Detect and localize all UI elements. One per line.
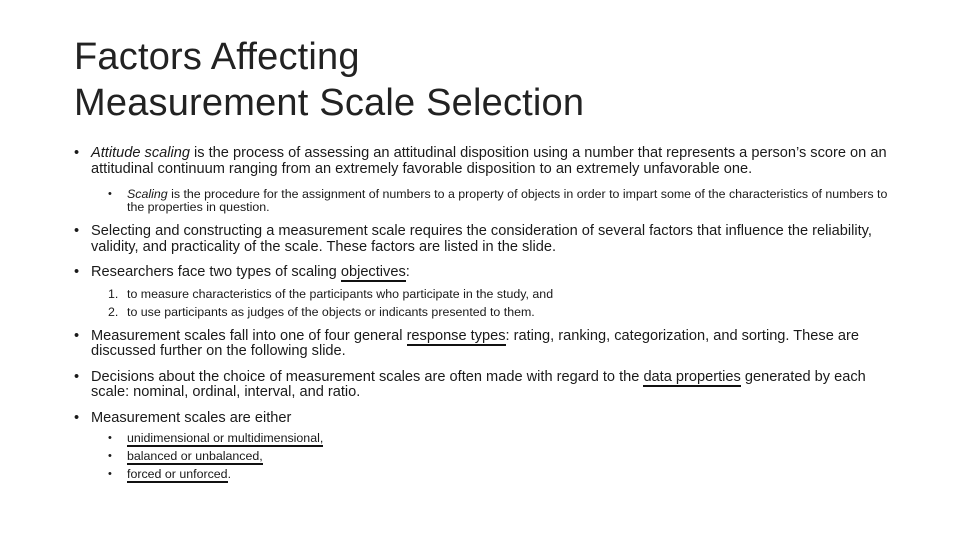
bullet-dot: • xyxy=(74,368,80,385)
scale-type-item-3 xyxy=(74,468,904,481)
term-attitude-scaling: Attitude scaling xyxy=(91,145,190,161)
objective-text: to use participants as judges of the objects or indicants presented to them. xyxy=(127,304,535,319)
term-scaling: Scaling xyxy=(127,187,168,201)
objective-number: 2. xyxy=(108,304,119,319)
forced-link[interactable]: forced or unforced xyxy=(127,467,228,481)
bullet-scales-either xyxy=(74,411,904,427)
bullet-dot: • xyxy=(74,264,80,280)
objective-number: 1. xyxy=(108,286,119,301)
bullet-scaling-objectives xyxy=(74,265,904,281)
bullet-data-properties xyxy=(74,370,904,401)
balanced-link[interactable]: balanced or unbalanced, xyxy=(127,449,263,463)
scale-type-item-1 xyxy=(74,432,904,445)
bullet-dot: • xyxy=(74,409,80,426)
bullet-dot: • xyxy=(74,223,80,239)
objective-text: to measure characteristics of the participants who participate in the study, and xyxy=(127,286,554,301)
scale-type-item-2 xyxy=(74,450,904,463)
bullet-selecting-scale xyxy=(74,224,904,255)
bullet-attitude-scaling xyxy=(74,146,904,177)
sub-bullet-scaling xyxy=(74,188,904,214)
objectives-colon: : xyxy=(405,264,410,280)
objective-item-2 xyxy=(74,306,904,319)
response-types-rest: : rating, ranking, categorization, and sorting. These are discussed further on the following slide. xyxy=(91,327,859,359)
scaling-text: is the procedure for the assignment of numbers to a property of objects in order to impart some of the characteristics of numbers to the properties in question. xyxy=(127,187,888,214)
unidimensional-link[interactable]: unidimensional or multidimensional, xyxy=(127,431,324,445)
title-line-1: Factors Affecting xyxy=(74,36,360,78)
bullet-dot: • xyxy=(108,468,112,480)
slide-body xyxy=(74,146,904,481)
bullet-dot: • xyxy=(108,450,112,462)
bullet-dot: • xyxy=(108,188,112,200)
response-types-lead-text: Measurement scales fall into one of four general xyxy=(91,327,407,344)
bullet-dot: • xyxy=(108,432,112,444)
slide-title xyxy=(74,34,584,126)
title-line-2: Measurement Scale Selection xyxy=(74,82,585,124)
response-types-link[interactable]: response types xyxy=(406,327,506,344)
data-properties-lead-text: Decisions about the choice of measurement scales are often made with regard to the xyxy=(91,368,644,385)
attitude-scaling-text: is the process of assessing an attitudinal disposition using a number that represents a person’s score on an attitudinal continuum ranging from an extremely favorable disposition to an extremely unfavorable one. xyxy=(91,145,887,177)
objectives-lead-text: Researchers face two types of scaling xyxy=(91,264,341,280)
data-properties-rest: generated by each scale: nominal, ordinal, interval, and ratio. xyxy=(91,368,866,400)
selecting-scale-text: Selecting and constructing a measurement scale requires the consideration of several factors that influence the reliability, validity, and practicality of the scale. These factors are listed in the slide. xyxy=(91,223,872,255)
scales-either-text: Measurement scales are either xyxy=(91,409,292,426)
scale-type-suffix: . xyxy=(227,467,232,481)
data-properties-link[interactable]: data properties xyxy=(643,368,741,385)
bullet-response-types xyxy=(74,329,904,360)
bullet-dot: • xyxy=(74,327,80,344)
bullet-dot: • xyxy=(74,145,80,161)
objective-item-1 xyxy=(74,288,904,301)
objectives-link[interactable]: objectives xyxy=(340,264,406,280)
